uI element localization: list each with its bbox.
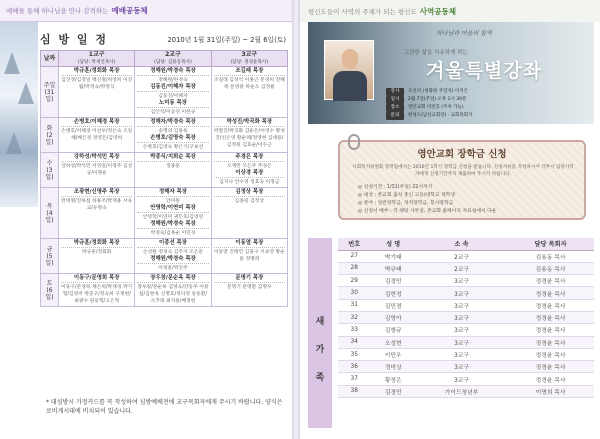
family-row	[338, 324, 594, 336]
family-cell: 김현정	[370, 287, 416, 299]
cell-leader: 손병호/이혜경 목장	[61, 119, 132, 127]
right-topbar	[300, 0, 600, 22]
cell-members: 문명기 문명환 김명우	[226, 285, 272, 290]
family-cell: 3교구	[416, 311, 507, 323]
schedule-date-range: 2010년 1월 31일(주일) ~ 2월 6일(토)	[167, 36, 286, 44]
schedule-row	[41, 188, 288, 239]
family-cell: 30	[338, 287, 370, 299]
cell-leader: 박성진/박곡화 목장	[214, 119, 285, 127]
cell-members: 오재만 조은주 주경은	[226, 164, 272, 169]
cell-members: 김동진/이혜자	[158, 94, 188, 99]
cell-members: 박경숙/김옥순 이민경	[150, 231, 196, 236]
col-header: 2교구 (담당: 김용동목사)	[135, 51, 211, 67]
cell-members: 박규훈/정회화	[81, 250, 112, 255]
cell-members: 이동구/문영희 채은희/박재경 박기형/김영미 박준구/정숙희 구재현/최광수 원동혁/고은혁	[61, 285, 133, 304]
cell-members: 이동열 진태민 김용구 서보영 황순용 정명희	[213, 250, 285, 262]
right-topbar-text: 평신도들이 사역의 주체가 되는 평신도	[308, 7, 417, 16]
page-spine	[292, 0, 300, 439]
schedule-title-row	[40, 32, 286, 46]
schedule-cell	[59, 188, 135, 239]
schedule-title: 심 방 일 정	[40, 33, 108, 46]
banner-info-line: 장소 영안교회 비전홀 (주차 가능)	[386, 104, 472, 112]
schedule-cell	[135, 118, 211, 153]
cell-members: 강하성/박석민 서영길/이정주 김상규/이명운	[61, 164, 133, 176]
scholarship-notice	[338, 140, 586, 220]
schedule-cell	[211, 118, 287, 153]
left-topbar	[0, 0, 292, 22]
tree-shape	[18, 82, 34, 104]
cell-leader: 주경은 목장	[214, 154, 285, 162]
fam-col-header: 소 속	[416, 238, 507, 250]
family-cell: 정경윤 목사	[507, 336, 594, 348]
banner-info-line: 강사 조신비 (청화원 주연자) 이지은	[386, 88, 472, 96]
cell-leader: 이동열 목장	[214, 240, 285, 248]
family-row	[338, 287, 594, 299]
family-cell: 김경민	[370, 275, 416, 287]
family-cell: 오성현	[370, 336, 416, 348]
family-row	[338, 250, 594, 262]
family-cell: 33	[338, 324, 370, 336]
family-cell: 정경윤 목사	[507, 275, 594, 287]
family-cell: 35	[338, 348, 370, 360]
schedule-row	[41, 274, 288, 307]
cell-leader: 김정상 목장	[214, 189, 285, 197]
schedule-cell	[135, 239, 211, 274]
cell-leader: 박규훈/정회화 목장	[61, 68, 132, 76]
fam-col-header: 담당 목회자	[507, 238, 594, 250]
scholarship-item: ◎ 신청서 배부 : 각 해당 사무실, 본교회 홈페이지 자료실에서 다운	[358, 209, 497, 214]
schedule-cell	[211, 239, 287, 274]
winter-lecture-banner	[308, 22, 594, 124]
cell-members: 송명의 김용옥	[158, 129, 188, 134]
family-cell: 38	[338, 385, 370, 397]
family-row	[338, 373, 594, 385]
cell-leader: 강하성/박석민 목장	[61, 154, 132, 162]
family-cell: 김용동 목사	[507, 262, 594, 274]
family-cell: 정경윤 목사	[507, 287, 594, 299]
cell-leader: 조광현/신명주 목장	[61, 189, 132, 197]
family-row	[338, 385, 594, 397]
cell-leader: 정해원/박경숙 목장	[137, 256, 208, 264]
family-row	[338, 311, 594, 323]
family-cell: 박기태	[370, 250, 416, 262]
family-cell: 가이드청년부	[416, 385, 507, 397]
left-page	[0, 0, 292, 439]
cell-leader: 박규훈/정회화 목장	[61, 240, 132, 248]
family-cell: 3교구	[416, 336, 507, 348]
family-row	[338, 275, 594, 287]
cell-members: 김종길 김정상	[234, 199, 264, 204]
tree-shape	[6, 132, 22, 154]
banner-title: 겨울특별강좌	[426, 60, 543, 82]
family-cell: 김경민	[370, 385, 416, 397]
cell-members: 김지나 안수영 정효숙 이정금	[219, 180, 280, 185]
cell-members: 손병호/김영숙 황은기/구보선	[142, 145, 204, 150]
cell-leader: 이종선 목장	[137, 240, 208, 248]
cell-leader: 장우창/문순옥 목장	[137, 275, 208, 283]
family-cell: 김용동 목사	[507, 250, 594, 262]
schedule-cell	[135, 274, 211, 307]
family-cell: 정미상	[370, 361, 416, 373]
family-cell: 정경윤 목사	[507, 324, 594, 336]
family-row	[338, 361, 594, 373]
family-cell: 황정은	[370, 373, 416, 385]
family-cell: 이민우	[370, 348, 416, 360]
family-cell: 37	[338, 373, 370, 385]
banner-info-line: 일시 2월 7일(주일) 오후 1시 30분	[386, 96, 472, 104]
banner-subtitle: 하나님과 마음의 통역	[436, 30, 492, 37]
right-topbar-highlight: 사역공동체	[419, 6, 456, 16]
family-cell: 김영아	[370, 311, 416, 323]
scholarship-item: ◎ 대상 : 본교회 출석 중인 고등/대학교 재학생	[358, 193, 455, 198]
col-header: 날짜	[41, 51, 59, 67]
family-cell: 정경윤 목사	[507, 373, 594, 385]
family-cell: 박규태	[370, 262, 416, 274]
schedule-cell	[211, 188, 287, 239]
speaker-portrait	[324, 40, 374, 100]
family-cell: 3교구	[416, 324, 507, 336]
left-topbar-text: 예배를 통해 하나님을 만나 감격하는	[6, 7, 109, 15]
cell-members: 조길래 김성석 이홍근 문경희 전해목 문영용 곽순오 김정룡	[213, 78, 285, 90]
schedule-cell	[211, 153, 287, 188]
schedule-day: 화 (2일)	[41, 118, 59, 153]
schedule-cell	[59, 239, 135, 274]
new-family-sidebar	[308, 238, 332, 428]
schedule-cell	[135, 188, 211, 239]
schedule-day: 목 (4일)	[41, 188, 59, 239]
scholarship-item: ◎ 분야 : 일반장학금, 성적장학금, 봉사장학금	[358, 201, 454, 206]
cell-leader: 정해자/박경숙 목장	[137, 119, 208, 127]
cell-leader: 손병호/김영숙 목장	[137, 135, 208, 143]
schedule-cell	[59, 153, 135, 188]
family-cell: 김형규	[370, 324, 416, 336]
cell-members: 정종훈	[166, 164, 180, 169]
tree-shape	[4, 52, 20, 74]
cell-leader: 노미동 목장	[137, 100, 208, 108]
cell-members: 정해원/한경숙	[158, 78, 188, 83]
cell-members: 손성원 정경숙 김주지 조은문	[142, 250, 204, 255]
family-cell: 2교구	[416, 250, 507, 262]
scholarship-title: 영안교회 장학금 신청	[417, 149, 507, 160]
family-row	[338, 299, 594, 311]
schedule-footnote: * 대심방시 가정카드를 꼭 작성하여 심방예배전에 교구목회자에게 주시기 바랍니다. 양식은 로비게시대에 비치되어 있습니다.	[46, 399, 283, 415]
col-header: 3교구 (담당: 정경윤목사)	[211, 51, 287, 67]
banner-tagline: 고단한 삶을 치유하게 하는	[404, 50, 468, 56]
family-cell: 정경윤 목사	[507, 299, 594, 311]
family-cell: 3교구	[416, 275, 507, 287]
cell-members: 김진경/김정일 백신철/허영희 이진월/박영숙/박정식	[61, 78, 133, 90]
family-cell: 3교구	[416, 299, 507, 311]
cell-leader: 정해원/박경숙 목장	[137, 68, 208, 76]
banner-info	[386, 88, 472, 120]
family-row	[338, 262, 594, 274]
cell-leader: 박종식/지희순 목장	[137, 154, 208, 162]
right-page	[300, 0, 600, 439]
family-cell: 29	[338, 275, 370, 287]
family-cell: 3교구	[416, 373, 507, 385]
schedule-cell	[59, 67, 135, 118]
cell-leader: 조길래 목장	[214, 68, 285, 76]
family-cell: 이명희 목사	[507, 385, 594, 397]
scholarship-description: 사회복지위원회 장학팀에서는 2010년 1학기 장학금 신청을 받습니다. 신청서류를 작성하시어 각부서 담당사역자에게 신청기간까지 제출하여 주시기 바랍니다.	[352, 165, 574, 177]
schedule-cell	[211, 274, 287, 307]
schedule-day: 주일 (31일)	[41, 67, 59, 118]
family-cell: 28	[338, 262, 370, 274]
family-cell: 34	[338, 336, 370, 348]
schedule-cell	[59, 118, 135, 153]
cell-members: 박철진/박곡화 김순돈/이영수 황성진/신은영 황순례/정영현 김대용/김정원 김효순/이수근	[213, 129, 285, 148]
cell-members: 장우창/문순옥 김영숙/강동주 이창섭/김현옥 신명호/정다정 송동환/조추래 최지용/배정현	[137, 285, 209, 304]
family-cell: 36	[338, 361, 370, 373]
family-cell: 김민경	[370, 299, 416, 311]
cell-leader: 김동진/이혜자 목장	[137, 84, 208, 92]
fam-col-header: 번호	[338, 238, 370, 250]
schedule-cell	[135, 153, 211, 188]
schedule-row	[41, 153, 288, 188]
family-cell: 31	[338, 299, 370, 311]
schedule-cell	[135, 67, 211, 118]
family-row	[338, 348, 594, 360]
family-cell: 27	[338, 250, 370, 262]
schedule-day: 금 (5일)	[41, 239, 59, 274]
new-family-table	[338, 238, 594, 398]
schedule-day: 수 (3일)	[41, 153, 59, 188]
family-cell: 정경윤 목사	[507, 311, 594, 323]
visit-schedule-table	[40, 50, 288, 307]
cell-members: 김인석/이승연 이한규	[150, 110, 196, 115]
schedule-row	[41, 118, 288, 153]
cell-members: 완대명/진하섭 하홍조/박재용 서유교/유명숙	[61, 199, 133, 211]
schedule-cell	[59, 274, 135, 307]
schedule-cell	[211, 67, 287, 118]
cell-members: 손병호/이혜경 이선우/정은숙 조일혜/배은경 정영돈/김영희	[61, 129, 133, 141]
cell-leader: 이동구/문영희 목장	[61, 275, 132, 283]
schedule-row	[41, 67, 288, 118]
cell-members: 이경훈/박진주	[158, 266, 188, 271]
cell-leader: 안영학/이연미 목장	[137, 205, 208, 213]
scholarship-item: ◎ 신청기간 : 1/31(주일) 22시까지	[358, 185, 433, 190]
new-family-label: 새 가 족	[315, 317, 325, 383]
banner-info-line: 문의 한성도(남선교회장) · 교회목회자	[386, 112, 472, 120]
scholarship-items	[358, 184, 496, 216]
fam-col-header: 성 명	[370, 238, 416, 250]
cell-leader: 이상경 목장	[214, 170, 285, 178]
family-cell: 정경윤 목사	[507, 361, 594, 373]
cell-leader: 문명기 목장	[214, 275, 285, 283]
cell-leader: 정해원/박경숙 목장	[137, 221, 208, 229]
family-cell: 정경윤 목사	[507, 348, 594, 360]
family-cell: 3교구	[416, 348, 507, 360]
family-row	[338, 336, 594, 348]
family-cell: 2교구	[416, 262, 507, 274]
left-topbar-highlight: 예배공동체	[111, 6, 148, 15]
cell-leader: 정해자 목장	[137, 189, 208, 197]
schedule-day: 토 (6일)	[41, 274, 59, 307]
cell-members: 안미원	[166, 199, 180, 204]
snow-photo	[0, 22, 38, 207]
cell-members: 안영학/이연미 권돈호/김영연	[142, 215, 204, 220]
family-cell: 32	[338, 311, 370, 323]
col-header: 1교구 (담당: 박세진목사)	[59, 51, 135, 67]
family-cell: 3교구	[416, 361, 507, 373]
schedule-row	[41, 239, 288, 274]
family-cell: 3교구	[416, 287, 507, 299]
